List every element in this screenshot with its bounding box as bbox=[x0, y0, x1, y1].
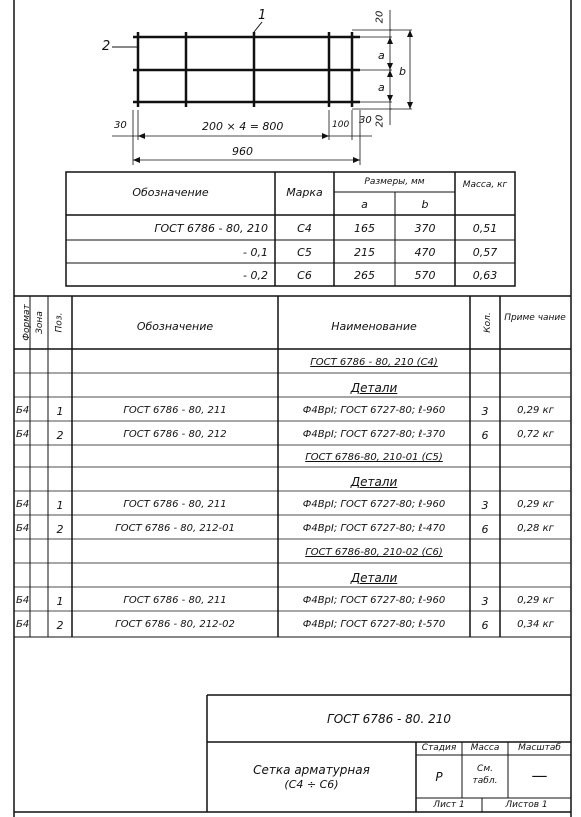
mass-value-line1: См. bbox=[477, 764, 493, 774]
spec-header-name: Наименование bbox=[331, 320, 417, 333]
spec-row-designation: ГОСТ 6786 - 80, 211 bbox=[123, 499, 227, 510]
spec-row-designation: ГОСТ 6786 - 80, 211 bbox=[123, 595, 227, 606]
dimension-bottom: 20 bbox=[374, 114, 386, 128]
spec-row-qty: 3 bbox=[481, 595, 489, 608]
mass-label: Масса bbox=[470, 743, 500, 753]
spec-row-note: 0,34 кг bbox=[517, 619, 554, 630]
dimension-b: b bbox=[399, 65, 406, 78]
sizes-row-1-mark: С5 bbox=[297, 246, 312, 259]
scale-value: — bbox=[531, 766, 548, 785]
spec-section-heading: Детали bbox=[350, 571, 398, 585]
spec-row-note: 0,29 кг bbox=[517, 499, 554, 510]
spec-row-name: Ф4ВрI; ГОСТ 6727-80; ℓ-370 bbox=[302, 429, 446, 440]
sheets-label: Листов 1 bbox=[505, 800, 548, 810]
callout-2: 2 bbox=[102, 39, 111, 54]
doc-name-line2: (С4 ÷ С6) bbox=[284, 778, 339, 791]
spec-header-pos: Поз. bbox=[54, 312, 65, 333]
spec-row-format: Б4 bbox=[16, 523, 30, 534]
spec-document-title: ГОСТ 6786-80, 210-02 (С6) bbox=[305, 547, 443, 558]
doc-name-line1: Сетка арматурная bbox=[253, 763, 370, 777]
stage-label: Стадия bbox=[421, 743, 457, 753]
sizes-row-1-mass: 0,57 bbox=[472, 246, 498, 259]
spec-row-name: Ф4ВрI; ГОСТ 6727-80; ℓ-960 bbox=[302, 405, 446, 416]
spec-row-format: Б4 bbox=[16, 499, 30, 510]
spec-header-format: Формат bbox=[21, 304, 32, 341]
spec-row-qty: 6 bbox=[481, 429, 489, 442]
spec-row-designation: ГОСТ 6786 - 80, 211 bbox=[123, 405, 227, 416]
spec-row-note: 0,28 кг bbox=[517, 523, 554, 534]
scale-label: Масштаб bbox=[518, 743, 561, 753]
spec-row-position: 2 bbox=[56, 619, 64, 632]
sizes-header-b: b bbox=[421, 198, 429, 211]
spec-row-designation: ГОСТ 6786 - 80, 212 bbox=[123, 429, 227, 440]
spec-document-title: ГОСТ 6786-80, 210-01 (С5) bbox=[305, 452, 443, 463]
spec-row-format: Б4 bbox=[16, 405, 30, 416]
sizes-row-2-b: 570 bbox=[414, 269, 436, 282]
spec-row-name: Ф4ВрI; ГОСТ 6727-80; ℓ-470 bbox=[302, 523, 446, 534]
dimension-right-30: 30 bbox=[359, 115, 372, 126]
sizes-row-1-b: 470 bbox=[414, 246, 436, 259]
spec-row-note: 0,72 кг bbox=[517, 429, 554, 440]
spec-row-name: Ф4ВрI; ГОСТ 6727-80; ℓ-960 bbox=[302, 595, 446, 606]
spec-row-position: 1 bbox=[56, 595, 64, 608]
callout-1: 1 bbox=[258, 8, 267, 23]
dimension-span: 200 × 4 = 800 bbox=[202, 120, 284, 133]
spec-row-qty: 6 bbox=[481, 523, 489, 536]
spec-header-note: Приме чание bbox=[504, 313, 566, 323]
spec-document-title: ГОСТ 6786 - 80, 210 (С4) bbox=[310, 357, 438, 368]
sizes-row-0-mass: 0,51 bbox=[472, 222, 498, 235]
dimension-total: 960 bbox=[232, 145, 253, 158]
spec-header-zone: Зона bbox=[34, 311, 45, 334]
sizes-header-mark: Марка bbox=[286, 186, 323, 199]
sizes-row-2-a: 265 bbox=[354, 269, 375, 282]
sizes-header-designation: Обозначение bbox=[132, 186, 209, 199]
spec-row-note: 0,29 кг bbox=[517, 405, 554, 416]
spec-row-note: 0,29 кг bbox=[517, 595, 554, 606]
sizes-row-0-a: 165 bbox=[354, 222, 375, 235]
spec-row-designation: ГОСТ 6786 - 80, 212-02 bbox=[115, 619, 235, 630]
spec-header-qty: Кол. bbox=[482, 312, 493, 333]
dimension-top: 20 bbox=[374, 10, 386, 24]
spec-row-qty: 6 bbox=[481, 619, 489, 632]
sizes-row-0-mark: С4 bbox=[297, 222, 312, 235]
mass-value-line2: табл. bbox=[472, 776, 498, 786]
spec-row-name: Ф4ВрI; ГОСТ 6727-80; ℓ-570 bbox=[302, 619, 446, 630]
spec-row-position: 1 bbox=[56, 405, 64, 418]
sizes-row-0-designation: ГОСТ 6786 - 80, 210 bbox=[154, 222, 268, 235]
spec-row-position: 1 bbox=[56, 499, 64, 512]
spec-row-qty: 3 bbox=[481, 499, 489, 512]
sizes-row-2-designation: - 0,2 bbox=[243, 269, 268, 282]
spec-row-designation: ГОСТ 6786 - 80, 212-01 bbox=[115, 523, 235, 534]
sizes-row-1-a: 215 bbox=[354, 246, 375, 259]
spec-row-format: Б4 bbox=[16, 429, 30, 440]
sizes-header-sizes: Размеры, мм bbox=[364, 177, 425, 187]
spec-row-position: 2 bbox=[56, 523, 64, 536]
dimension-a-lower: a bbox=[378, 81, 385, 94]
doc-number: ГОСТ 6786 - 80. 210 bbox=[327, 712, 451, 726]
stage-value: Р bbox=[435, 770, 443, 784]
spec-row-qty: 3 bbox=[481, 405, 489, 418]
sizes-row-1-designation: - 0,1 bbox=[243, 246, 268, 259]
sizes-row-0-b: 370 bbox=[414, 222, 436, 235]
dimension-left: 30 bbox=[114, 120, 127, 131]
spec-row-position: 2 bbox=[56, 429, 64, 442]
sheet-label: Лист 1 bbox=[433, 800, 465, 810]
spec-section-heading: Детали bbox=[350, 475, 398, 489]
spec-row-format: Б4 bbox=[16, 595, 30, 606]
sizes-row-2-mark: С6 bbox=[297, 269, 312, 282]
spec-header-designation: Обозначение bbox=[136, 320, 214, 333]
sizes-header-a: a bbox=[361, 198, 368, 211]
dimension-a-upper: a bbox=[378, 49, 385, 62]
dimension-right-100: 100 bbox=[332, 120, 350, 130]
spec-section-heading: Детали bbox=[350, 381, 398, 395]
sizes-row-2-mass: 0,63 bbox=[472, 269, 498, 282]
spec-row-format: Б4 bbox=[16, 619, 30, 630]
sizes-header-mass: Масса, кг bbox=[462, 180, 508, 190]
spec-row-name: Ф4ВрI; ГОСТ 6727-80; ℓ-960 bbox=[302, 499, 446, 510]
